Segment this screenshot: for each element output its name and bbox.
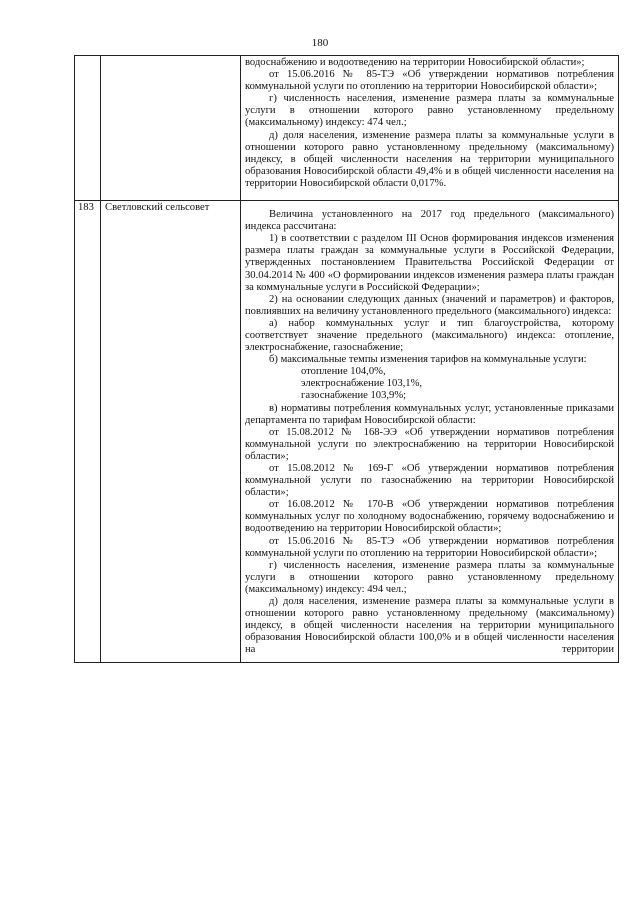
paragraph: 1) в соответствии с разделом III Основ формирования индексов изменения размера платы граждан за коммунальные услуги в Российской Федерации, утвержденных постановлением Правительства Российской Федерации от 30.04.2014 № 400 «О формировании индексов изменения размера платы граждан за коммунальные услуги в Российской Федерации»; <box>245 233 614 293</box>
municipality-name-cell <box>101 56 241 201</box>
paragraph: электроснабжение 103,1%, <box>301 378 423 390</box>
paragraph: отопление 104,0%, <box>301 366 386 378</box>
paragraph: в) нормативы потребления коммунальных услуг, установленные приказами департамента по тарифам Новосибирской области: <box>245 402 614 426</box>
paragraph: от 15.08.2012 № 169-Г «Об утверждении нормативов потребления коммунальной услуги по газоснабжению на территории Новосибирской области»; <box>245 463 614 499</box>
paragraph: д) доля населения, изменение размера платы за коммунальные услуги в отношении которого равно установленному предельному (максимальному) индексу, в общей численности населения на территории муниципального образования Новосибирской области 49,4% и в общей численности населения на территории Новосибирской области 0,017%. <box>245 129 614 189</box>
paragraph: а) набор коммунальных услуг и тип благоустройства, которому соответствует значение предельного (максимального) индекса: отопление, электроснабжение, газоснабжение; <box>245 317 614 354</box>
row-number-cell: 183 <box>75 201 101 662</box>
description-cell <box>241 56 619 201</box>
table-row <box>75 201 619 662</box>
paragraph: от 16.08.2012 № 170-В «Об утверждении нормативов потребления коммунальных услуг по холодному водоснабжению, горячему водоснабжению и водоотведению на территории Новосибирской области»; <box>245 499 614 535</box>
paragraph: 2) на основании следующих данных (значений и параметров) и факторов, повлиявших на величину установленного предельного (максимального) индекса: <box>245 293 614 317</box>
paragraph: водоснабжению и водоотведению на территории Новосибирской области»; <box>245 57 585 68</box>
description-cell <box>241 201 619 662</box>
paragraph: б) максимальные темпы изменения тарифов на коммунальные услуги: <box>269 354 587 366</box>
paragraph: от 15.06.2016 № 85-ТЭ «Об утверждении нормативов потребления коммунальной услуги по отоплению на территории Новосибирской области»; <box>245 69 614 93</box>
paragraph: от 15.06.2016 № 85-ТЭ «Об утверждении нормативов потребления коммунальной услуги по отоплению на территории Новосибирской области»; <box>245 535 614 559</box>
paragraph: Величина установленного на 2017 год предельного (максимального) индекса рассчитана: <box>245 209 614 233</box>
paragraph: г) численность населения, изменение размера платы за коммунальные услуги в отношении которого равно установленному предельному (максимальному) индексу: 474 чел.; <box>245 93 614 129</box>
municipality-name-cell: Светловский сельсовет <box>101 201 241 662</box>
paragraph: газоснабжение 103,9%; <box>301 390 407 402</box>
paragraph: г) численность населения, изменение размера платы за коммунальные услуги в отношении которого равно установленному предельному (максимальному) индексу: 494 чел.; <box>245 559 614 595</box>
row-number-cell <box>75 56 101 201</box>
page-number: 180 <box>311 37 329 49</box>
table-row <box>75 56 619 201</box>
index-table <box>74 55 619 663</box>
paragraph: д) доля населения, изменение размера платы за коммунальные услуги в отношении которого равно установленному предельному (максимальному) индексу, в общей численности населения на территории муниципального образования Новосибирской области 100,0% и в общей численности населения на территории <box>245 596 614 656</box>
paragraph: от 15.08.2012 № 168-ЭЭ «Об утверждении нормативов потребления коммунальной услуги по электроснабжению на территории Новосибирской области»; <box>245 426 614 462</box>
